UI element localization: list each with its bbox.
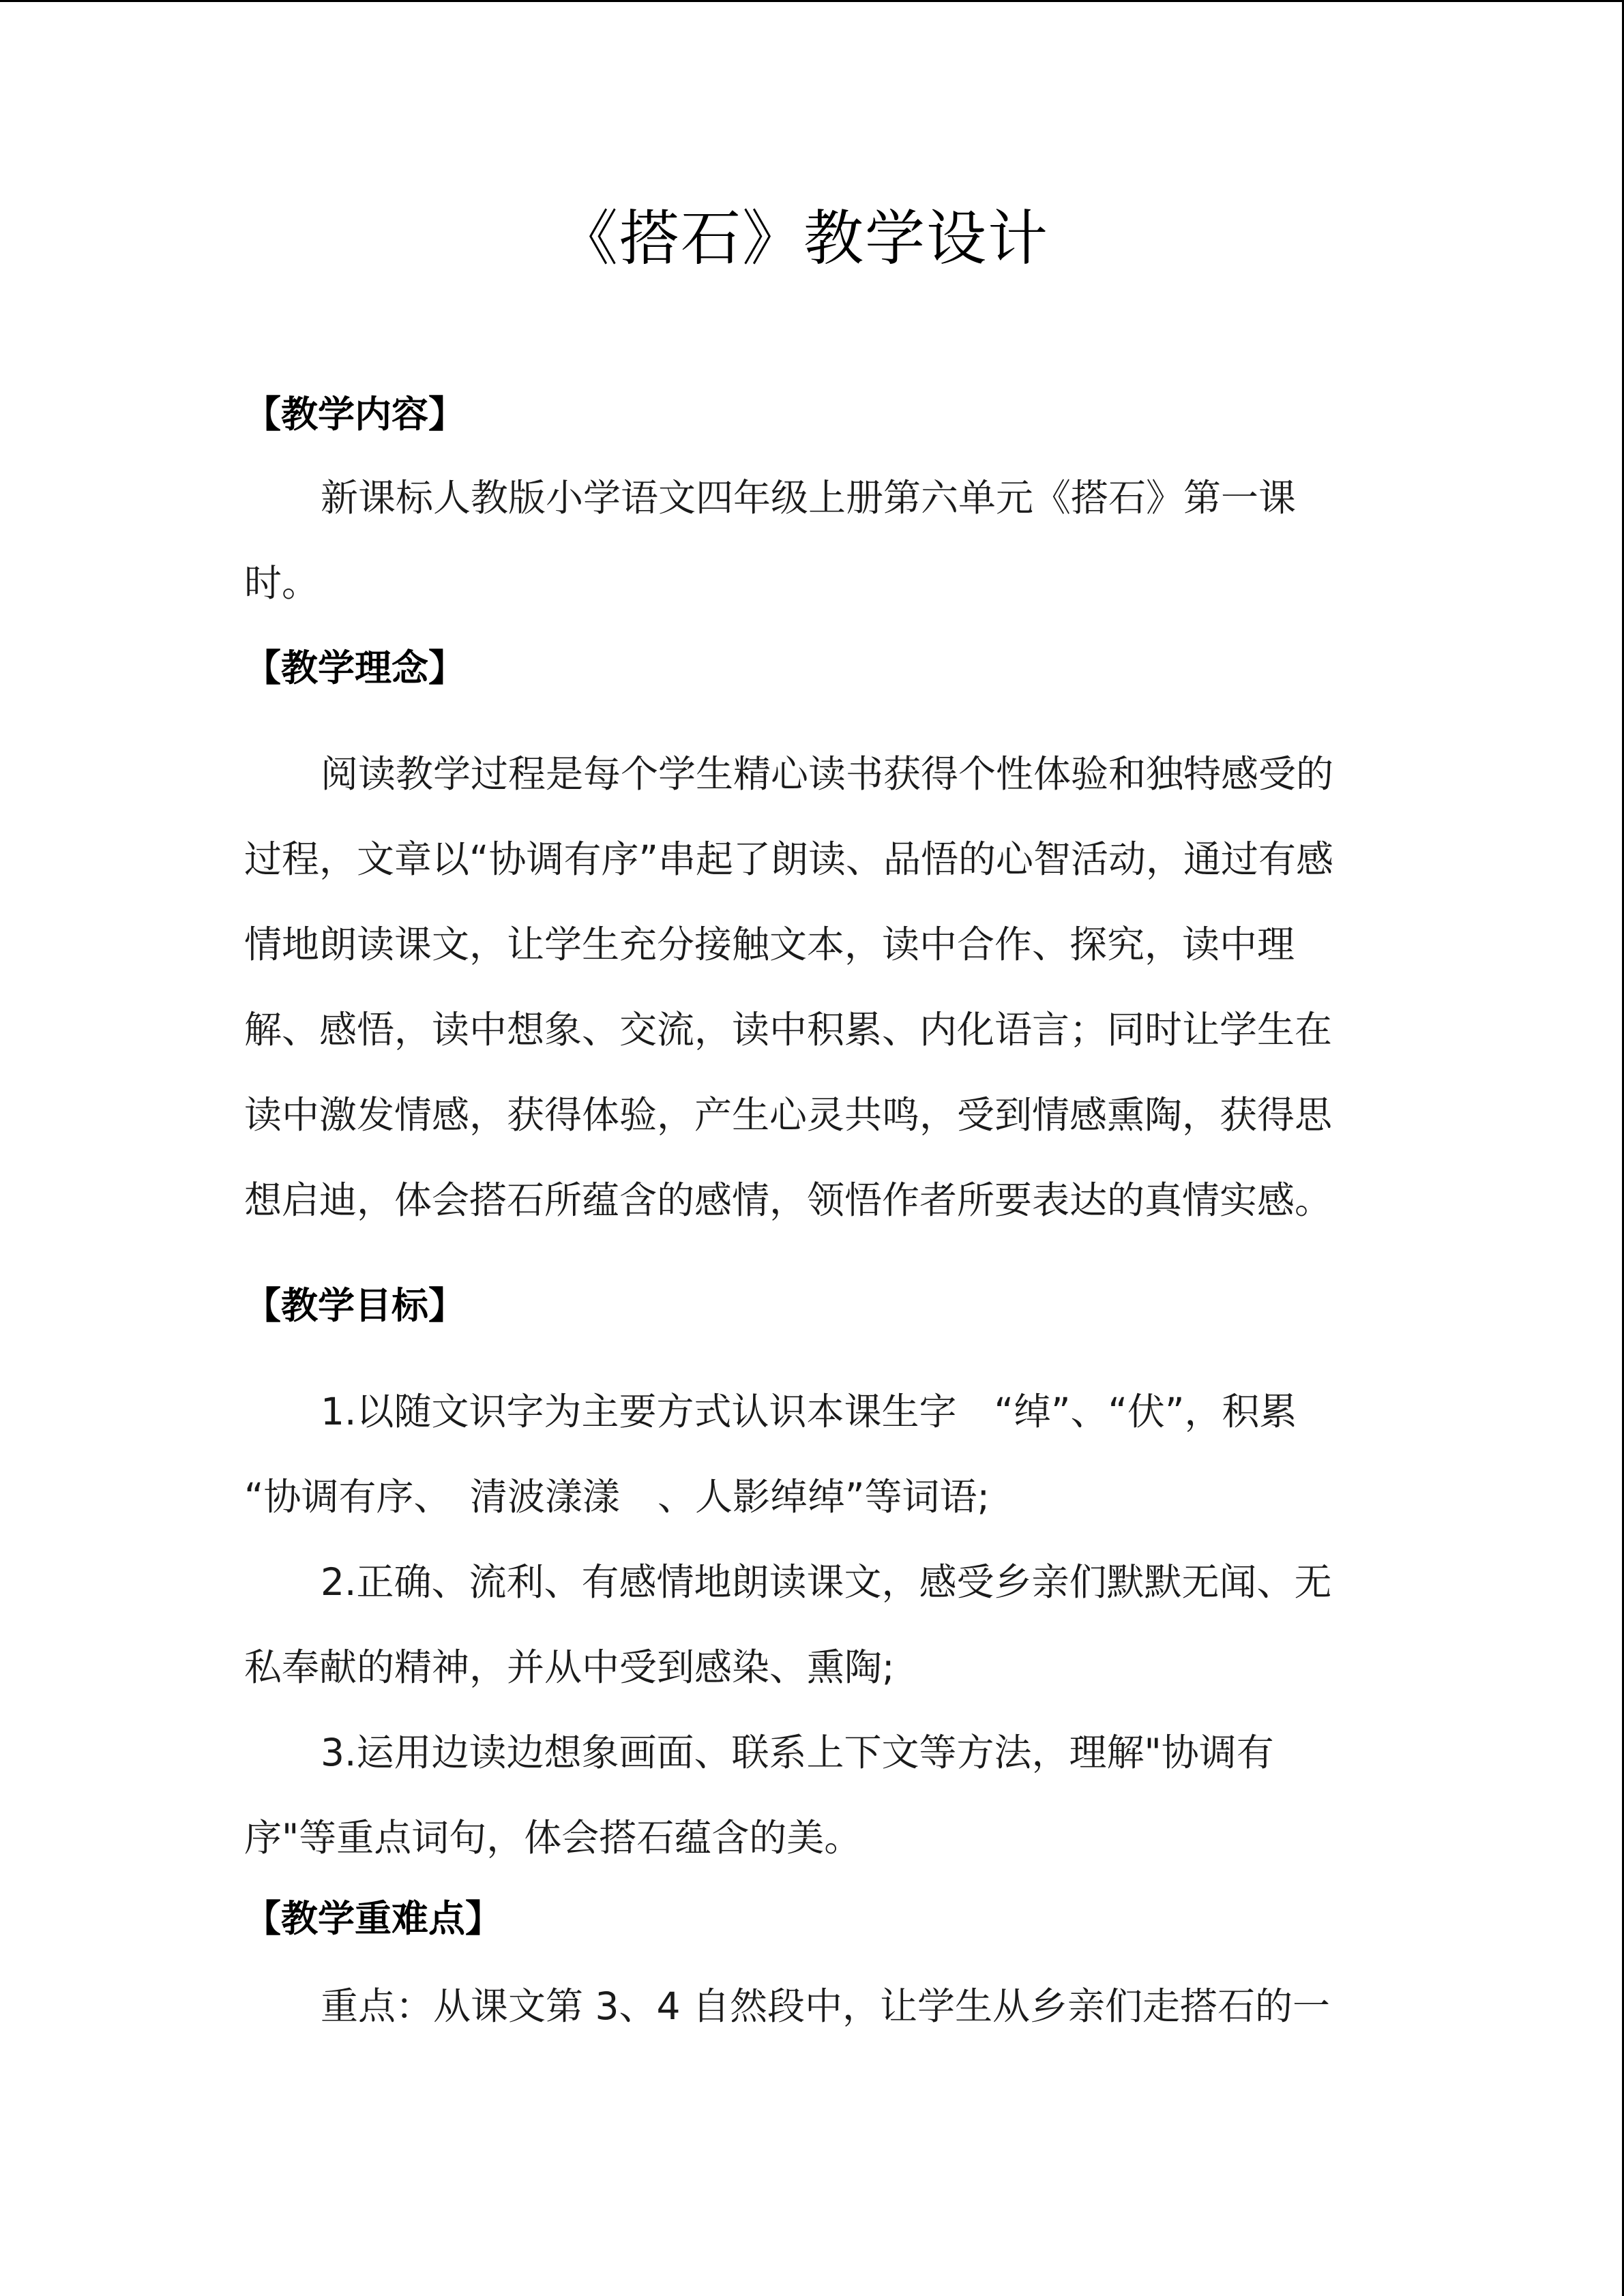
section-heading-content: 【教学内容】 [244,393,465,436]
goal-item-3: 3.运用边读边想象画面、联系上下文等方法，理解"协调有序"等重点词句，体会搭石蕴含的美。 [244,1731,1274,1860]
section-heading-goals: 【教学目标】 [244,1284,465,1327]
document-title: 《搭石》教学设计 [557,203,1049,273]
content-paragraph-line1: 新课标人教版小学语文四年级上册第六单元《搭石》第一课 [321,476,1297,520]
goal-item-1-line2: “协调有序、 清波漾漾 、人影绰绰”等词语; [244,1475,990,1519]
section-heading-philosophy: 【教学理念】 [244,646,465,689]
goal-item-1-line1: 1.以随文识字为主要方式认识本课生字 “绰”、“伏”，积累 [321,1390,1297,1433]
key-points-paragraph: 重点：从课文第 3、4 自然段中，让学生从乡亲们走搭石的一 [321,1984,1330,2028]
goal-item-2: 2.正确、流利、有感情地朗读课文，感受乡亲们默默无闻、无私奉献的精神，并从中受到感染、熏陶; [244,1560,1332,1689]
philosophy-paragraph: 阅读教学过程是每个学生精心读书获得个性体验和独特感受的过程，文章以“协调有序”串起了朗读、品悟的心智活动，通过有感情地朗读课文，让学生充分接触文本，读中合作、探究，读中理解、感悟，读中想象、交流，读中积累、内化语言；同时让学生在读中激发情感，获得体验，产生心灵共鸣，受到情感熏陶，获得思想启迪，体会搭石所蕴含的感情，领悟作者所要表达的真情实感。 [244,752,1334,1222]
section-heading-key-points: 【教学重难点】 [244,1897,502,1940]
content-paragraph-line2: 时。 [244,561,320,605]
page-border-top [0,0,1624,2]
